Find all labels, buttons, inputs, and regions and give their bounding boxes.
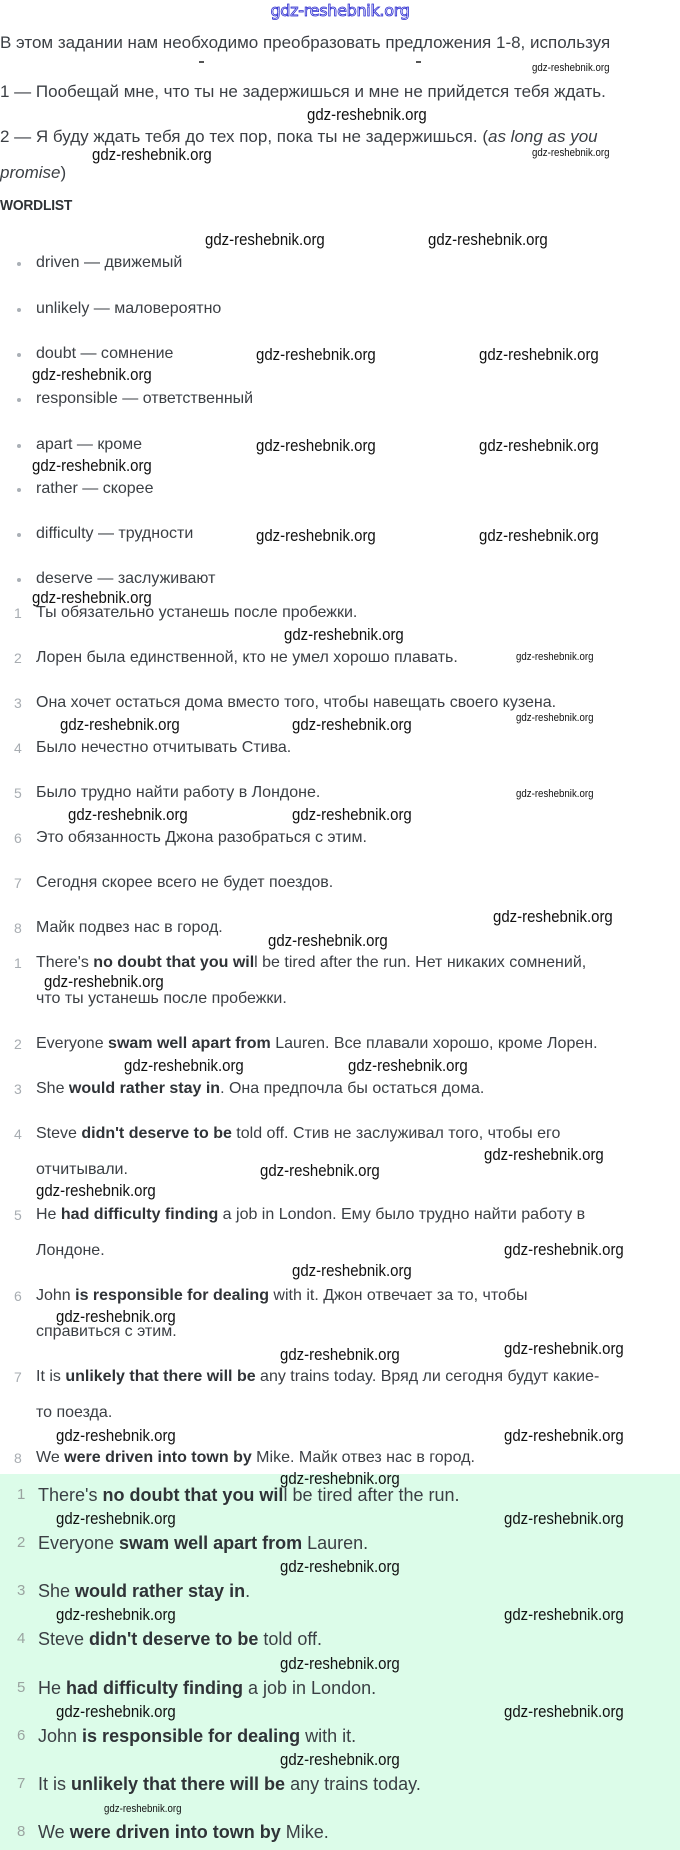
watermark: gdz-reshebnik.org (504, 1509, 624, 1528)
watermark: gdz-reshebnik.org (479, 436, 599, 455)
watermark: gdz-reshebnik.org (307, 105, 427, 124)
wordlist-item: unlikely — маловероятно (36, 300, 222, 317)
answer-line (36, 1286, 528, 1306)
intro-line-4-text: ) (60, 163, 67, 182)
answer-text: Everyone (36, 1035, 109, 1052)
watermark: gdz-reshebnik.org (68, 805, 188, 824)
final-answer-highlight: unlikely that there will be (71, 1774, 286, 1794)
bullet-icon (17, 262, 21, 266)
bullet-icon (17, 578, 21, 582)
answer-text: She (36, 1080, 69, 1097)
watermark: gdz-reshebnik.org (504, 1605, 624, 1624)
answer-translation-cont: что ты устанешь после пробежки. (36, 990, 287, 1007)
watermark: gdz-reshebnik.org (124, 1056, 244, 1075)
final-answer-number: 7 (17, 1775, 26, 1792)
final-answer-highlight: is responsible for dealing (82, 1726, 301, 1746)
answer-highlight: unlikely that there will be (65, 1368, 256, 1385)
answer-highlight: didn't deserve to be (81, 1125, 232, 1142)
final-answer-text: with it. (300, 1726, 357, 1746)
task-number: 5 (14, 785, 22, 801)
watermark: gdz-reshebnik.org (284, 625, 404, 644)
answer-text: with it. Джон отвечает за то, чтобы (268, 1287, 528, 1304)
watermark: gdz-reshebnik.org (56, 1605, 176, 1624)
wordlist-item: deserve — заслуживают (36, 570, 216, 587)
watermark: gdz-reshebnik.org (256, 526, 376, 545)
watermark: gdz-reshebnik.org (56, 1509, 176, 1528)
answer-highlight: is responsible for dealing (75, 1287, 269, 1304)
watermark: gdz-reshebnik.org (56, 1426, 176, 1445)
watermark: gdz-reshebnik.org (268, 931, 388, 950)
answer-text: a job in London. Ему было трудно найти работу в (218, 1206, 586, 1223)
answer-line (36, 1367, 599, 1387)
watermark: gdz-reshebnik.org (532, 147, 610, 159)
wordlist-item: responsible — ответственный (36, 390, 254, 407)
final-answer-highlight: had difficulty finding (66, 1678, 243, 1698)
task-text: Было трудно найти работу в Лондоне. (36, 784, 321, 801)
final-answer-text: There's (38, 1485, 103, 1505)
answer-text: told off. Стив не заслуживал того, чтобы его (231, 1125, 561, 1142)
final-answer-text: It is (38, 1774, 72, 1794)
intro-line-4 (0, 162, 66, 184)
answer-text: . Она предпочла бы остаться дома. (220, 1080, 485, 1097)
bullet-icon (17, 488, 21, 492)
final-answer-text: any trains today. (285, 1774, 421, 1794)
site-banner-logo[interactable]: gdz-reshebnik.org (270, 1, 410, 20)
watermark: gdz-reshebnik.org (484, 1145, 604, 1164)
final-answer-line (38, 1821, 329, 1843)
task-text: Майк подвез нас в город. (36, 919, 223, 936)
answer-number: 7 (14, 1369, 22, 1385)
final-answer-text: She (38, 1581, 76, 1601)
watermark: gdz-reshebnik.org (32, 365, 152, 384)
task-text: Сегодня скорее всего не будет поездов. (36, 874, 334, 891)
final-answer-line (38, 1628, 322, 1650)
watermark: gdz-reshebnik.org (205, 230, 325, 249)
final-answer-text: John (38, 1726, 83, 1746)
intro-line-3-text: 2 — Я буду ждать тебя до тех пор, пока ты не задержишься. ( (0, 127, 488, 146)
watermark: gdz-reshebnik.org (292, 1261, 412, 1280)
final-answer-text: He (38, 1678, 67, 1698)
final-answer-highlight: would rather stay in (75, 1581, 246, 1601)
final-answer-line (38, 1532, 368, 1554)
task-number: 2 (14, 650, 22, 666)
final-answer-number: 1 (17, 1486, 26, 1503)
watermark: gdz-reshebnik.org (60, 715, 180, 734)
answer-line (36, 1034, 598, 1054)
watermark: gdz-reshebnik.org (280, 1654, 400, 1673)
wordlist-item: driven — движемый (36, 254, 183, 271)
task-number: 6 (14, 830, 22, 846)
task-number: 7 (14, 875, 22, 891)
answer-highlight: had difficulty finding (60, 1206, 219, 1223)
watermark: gdz-reshebnik.org (56, 1307, 176, 1326)
watermark: gdz-reshebnik.org (256, 436, 376, 455)
task-text: Она хочет остаться дома вместо того, чтобы навещать своего кузена. (36, 694, 557, 711)
answer-text: There's (36, 954, 94, 971)
task-text: Лорен была единственной, кто не умел хорошо плавать. (36, 649, 458, 666)
watermark: gdz-reshebnik.org (260, 1161, 380, 1180)
answer-number: 2 (14, 1036, 22, 1052)
answer-translation-cont: Лондоне. (36, 1242, 105, 1259)
answer-text: Steve (36, 1125, 82, 1142)
bullet-icon (17, 444, 21, 448)
task-number: 1 (14, 605, 22, 621)
final-answer-highlight: were driven into town by (69, 1822, 281, 1842)
watermark: gdz-reshebnik.org (504, 1339, 624, 1358)
final-answer-number: 2 (17, 1534, 26, 1551)
task-number: 4 (14, 740, 22, 756)
answer-translation-cont: отчитывали. (36, 1161, 128, 1178)
answer-text: l be tired after the run. Нет никаких сомнений, (254, 954, 587, 971)
watermark: gdz-reshebnik.org (516, 788, 594, 800)
final-answer-text: We (38, 1822, 70, 1842)
answer-text: Lauren. Все плавали хорошо, кроме Лорен. (270, 1035, 598, 1052)
watermark: gdz-reshebnik.org (292, 805, 412, 824)
watermark: gdz-reshebnik.org (479, 526, 599, 545)
wordlist-item: rather — скорее (36, 480, 154, 497)
answer-line (36, 1205, 585, 1225)
task-text: Ты обязательно устанешь после пробежки. (36, 604, 358, 621)
task-number: 8 (14, 920, 22, 936)
watermark: gdz-reshebnik.org (516, 651, 594, 663)
wordlist-item: doubt — сомнение (36, 345, 174, 362)
answer-text: Mike. Майк отвез нас в город. (251, 1449, 475, 1466)
watermark: gdz-reshebnik.org (44, 972, 164, 991)
watermark: gdz-reshebnik.org (104, 1803, 182, 1815)
answer-line (36, 1448, 475, 1468)
answer-number: 3 (14, 1081, 22, 1097)
final-answer-text: Mike. (280, 1822, 329, 1842)
task-text: Было нечестно отчитывать Стива. (36, 739, 292, 756)
watermark: gdz-reshebnik.org (532, 62, 610, 74)
tick-mark (199, 61, 204, 63)
watermark: gdz-reshebnik.org (56, 1702, 176, 1721)
final-answer-number: 8 (17, 1823, 26, 1840)
final-answer-number: 6 (17, 1727, 26, 1744)
watermark: gdz-reshebnik.org (504, 1426, 624, 1445)
task-number: 3 (14, 695, 22, 711)
watermark: gdz-reshebnik.org (504, 1240, 624, 1259)
answer-line (36, 953, 586, 973)
watermark: gdz-reshebnik.org (504, 1702, 624, 1721)
answer-highlight: were driven into town by (64, 1449, 252, 1466)
watermark: gdz-reshebnik.org (280, 1345, 400, 1364)
watermark: gdz-reshebnik.org (479, 345, 599, 364)
answer-line (36, 1124, 560, 1144)
final-answer-text: . (245, 1581, 251, 1601)
final-answer-highlight: swam well apart from (119, 1533, 303, 1553)
task-text: Это обязанность Джона разобраться с этим. (36, 829, 367, 846)
answer-highlight: swam well apart from (108, 1035, 271, 1052)
intro-line-2: 1 — Пообещай мне, что ты не задержишься и мне не прийдется тебя ждать. (0, 82, 606, 101)
final-answer-number: 4 (17, 1630, 26, 1647)
final-answer-highlight: didn't deserve to be (89, 1629, 259, 1649)
answer-highlight: no doubt that you wil (93, 954, 255, 971)
watermark: gdz-reshebnik.org (280, 1469, 400, 1488)
final-answer-line (38, 1580, 250, 1602)
answer-number: 8 (14, 1450, 22, 1466)
bullet-icon (17, 533, 21, 537)
final-answer-text: a job in London. (243, 1678, 377, 1698)
bullet-icon (17, 353, 21, 357)
watermark: gdz-reshebnik.org (428, 230, 548, 249)
intro-line-3 (0, 126, 598, 148)
answer-text: any trains today. Вряд ли сегодня будут какие- (255, 1368, 600, 1385)
watermark: gdz-reshebnik.org (292, 715, 412, 734)
watermark: gdz-reshebnik.org (493, 907, 613, 926)
answer-number: 6 (14, 1288, 22, 1304)
final-answer-number: 5 (17, 1679, 26, 1696)
final-answer-text: Steve (38, 1629, 90, 1649)
answer-line (36, 1079, 484, 1099)
final-answer-line (38, 1725, 356, 1747)
final-answer-highlight: no doubt that you wil (102, 1485, 284, 1505)
watermark: gdz-reshebnik.org (280, 1557, 400, 1576)
final-answer-text: told off. (258, 1629, 323, 1649)
final-answer-text: l be tired after the run. (283, 1485, 460, 1505)
answer-number: 5 (14, 1207, 22, 1223)
final-answer-number: 3 (17, 1582, 26, 1599)
wordlist-item: apart — кроме (36, 436, 143, 453)
watermark: gdz-reshebnik.org (36, 1181, 156, 1200)
watermark: gdz-reshebnik.org (92, 145, 212, 164)
watermark: gdz-reshebnik.org (32, 456, 152, 475)
final-answer-text: Everyone (38, 1533, 120, 1553)
final-answer-text: Lauren. (302, 1533, 369, 1553)
wordlist-item: difficulty — трудности (36, 525, 194, 542)
answer-translation-cont: справиться с этим. (36, 1323, 177, 1340)
answer-text: He (36, 1206, 61, 1223)
answer-text: We (36, 1449, 65, 1466)
watermark: gdz-reshebnik.org (280, 1750, 400, 1769)
final-answer-line (38, 1773, 421, 1795)
watermark: gdz-reshebnik.org (516, 712, 594, 724)
watermark: gdz-reshebnik.org (348, 1056, 468, 1075)
bullet-icon (17, 398, 21, 402)
answer-highlight: would rather stay in (68, 1080, 221, 1097)
bullet-icon (17, 308, 21, 312)
intro-line-3-italic: as long as you (488, 127, 598, 146)
final-answer-line (38, 1677, 376, 1699)
answer-number: 1 (14, 955, 22, 971)
answer-number: 4 (14, 1126, 22, 1142)
answer-translation-cont: то поезда. (36, 1404, 113, 1421)
intro-line-1: В этом задании нам необходимо преобразовать предложения 1-8, используя (0, 33, 611, 52)
watermark: gdz-reshebnik.org (32, 588, 152, 607)
intro-line-4-italic: promise (0, 163, 61, 182)
watermark: gdz-reshebnik.org (256, 345, 376, 364)
answer-text: John (36, 1287, 76, 1304)
wordlist-title: WORDLIST (0, 197, 73, 214)
answer-text: It is (36, 1368, 66, 1385)
tick-mark (416, 61, 421, 63)
